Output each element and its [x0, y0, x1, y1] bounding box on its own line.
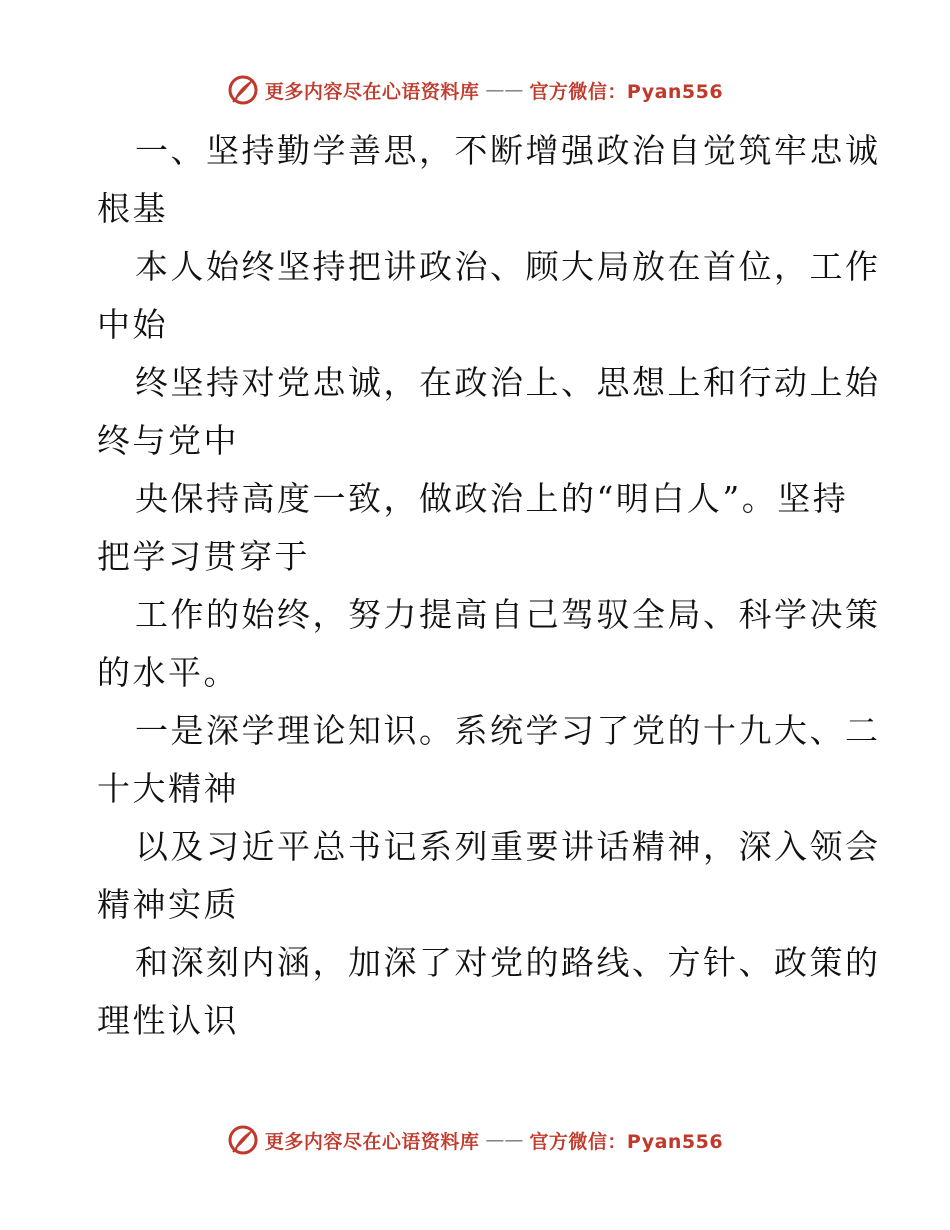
- body-line: 以及习近平总书记系列重要讲话精神，深入领会: [135, 827, 881, 866]
- body-line: 的水平。: [97, 653, 239, 692]
- body-line: 终与党中: [97, 421, 239, 460]
- watermark-wechat-text: 官方微信：Pyan556: [529, 1130, 724, 1153]
- footer-watermark: [0, 1120, 950, 1160]
- watermark-wechat-text: 官方微信：Pyan556: [529, 80, 724, 103]
- watermark-site-text: 更多内容尽在心语资料库: [264, 1130, 480, 1153]
- watermark-dash: ——: [485, 79, 524, 101]
- body-line: 根基: [97, 189, 168, 228]
- body-line: 精神实质: [97, 885, 239, 924]
- body-line: 本人始终坚持把讲政治、顾大局放在首位，工作: [135, 247, 881, 286]
- body-line: 一是深学理论知识。系统学习了党的十九大、二: [135, 711, 881, 750]
- watermark-site-text: 更多内容尽在心语资料库: [264, 80, 480, 103]
- body-line: 把学习贯穿于: [97, 537, 310, 576]
- body-line: 和深刻内涵，加深了对党的路线、方针、政策的: [135, 943, 881, 982]
- header-watermark: [0, 70, 950, 110]
- body-line: 十大精神: [97, 769, 239, 808]
- watermark-dash: ——: [485, 1129, 524, 1151]
- body-line: 一、坚持勤学善思，不断增强政治自觉筑牢忠诚: [135, 131, 881, 170]
- body-line: 工作的始终，努力提高自己驾驭全局、科学决策: [135, 595, 881, 634]
- body-line: 央保持高度一致，做政治上的“明白人”。坚持: [135, 479, 849, 518]
- body-line: 终坚持对党忠诚，在政治上、思想上和行动上始: [135, 363, 881, 402]
- body-line: 理性认识: [97, 1001, 239, 1040]
- body-line: 中始: [97, 305, 168, 344]
- quill-logo-icon: [227, 74, 259, 106]
- quill-logo-icon: [227, 1124, 259, 1156]
- document-body: [97, 122, 881, 1050]
